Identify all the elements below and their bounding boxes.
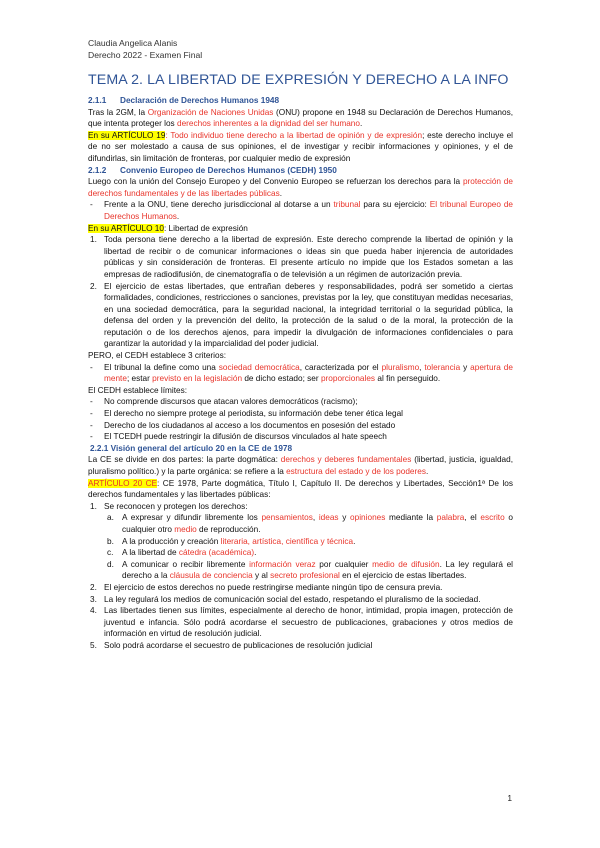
- list-item: 1. Se reconocen y protegen los derechos:: [90, 501, 248, 511]
- paragraph-onu: Tras la 2GM, la Organización de Naciones Unidas (ONU) propone en 1948 su Declaración de Derechos Humanos, que intenta proteger los derechos inherentes a la dignidad del ser humano.: [88, 107, 513, 129]
- list-item: b. A la producción y creación literaria, artística, científica y técnica.: [107, 536, 356, 546]
- list-item: - El TCEDH puede restringir la difusión de discursos vinculados al hate speech: [90, 432, 387, 442]
- list-item: 2. El ejercicio de estas libertades, que entrañan deberes y responsabilidades, podrá ser sometido a ciertas formalidades, condiciones, restricciones o sanciones, previstas por la ley, que constituyan medidas necesarias, en una sociedad democrática, para la seguridad nacional, la integridad territorial o la seguridad pública, la defensa del orden y la prevención del delito, la protección de la salud o de la moral, la protección de la reputación o de los derechos ajenos, para impedir la divulgación de informaciones confidenciales o para garantizar la autoridad y la imparcialidad del poder judicial.: [90, 281, 513, 349]
- paragraph-cedh: Luego con la unión del Consejo Europeo y del Convenio Europeo se refuerzan los derechos para la protección de derechos fundamentales y de las libertades públicas.: [88, 177, 513, 198]
- list-item: - No comprende discursos que atacan valores democráticos (racismo);: [90, 397, 358, 407]
- list-item: - El derecho no siempre protege al periodista, su información debe tener ética legal: [90, 409, 404, 419]
- section-heading-2-2-1: 2.2.1 Visión general del artículo 20 en la CE de 1978: [90, 443, 293, 453]
- header-author: Claudia Angelica Alanis: [88, 38, 178, 48]
- list-item: - Frente a la ONU, tiene derecho jurisdiccional al dotarse a un tribunal para su ejercicio: El tribunal Europeo de Derechos Humanos.: [90, 200, 514, 221]
- list-item: - El tribunal la define como una sociedad democrática, caracterizada por el pluralismo, tolerancia y apertura de mente; estar previsto en la legislación de dicho estado; ser proporcionales al fin perseguido.: [90, 362, 513, 384]
- header-course: Derecho 2022 - Examen Final: [88, 50, 203, 60]
- list-item: 2. El ejercicio de estos derechos no puede restringirse mediante ningún tipo de censura previa.: [90, 582, 443, 592]
- list-item: c. A la libertad de cátedra (académica).: [107, 548, 257, 558]
- paragraph-article-10: En su ARTÍCULO 10: Libertad de expresión: [88, 223, 248, 233]
- list-item: d. A comunicar o recibir libremente información veraz por cualquier medio de difusión. La ley regulará el derecho a la cláusula de conciencia y al secreto profesional en el ejercicio de estas libertades.: [107, 559, 514, 581]
- paragraph-pero: PERO, el CEDH establece 3 criterios:: [88, 351, 227, 361]
- list-item: 4. Las libertades tienen sus límites, especialmente al derecho de honor, intimidad, propia imagen, protección de juventud e infancia. Sólo podrá acordarse el secuestro de publicaciones, grabaciones y otros medios de información en virtud de resolución judicial.: [90, 606, 513, 639]
- paragraph-limits-title: El CEDH establece límites:: [88, 385, 188, 395]
- paragraph-ce-parts: La CE se divide en dos partes: la parte dogmática: derechos y deberes fundamentales (libertad, justicia, igualdad, pluralismo político.) y la parte orgánica: se refiere a la estructura del estado y de los poderes.: [88, 455, 514, 476]
- section-heading-2-1-1: 2.1.1 Declaración de Derechos Humanos 1948: [88, 96, 280, 105]
- page-number: 1: [507, 793, 512, 803]
- page-title: TEMA 2. LA LIBERTAD DE EXPRESIÓN Y DERECHO A LA INFO: [88, 72, 509, 88]
- list-item: - Derecho de los ciudadanos al acceso a los documentos en posesión del estado: [90, 420, 396, 430]
- paragraph-article-19: En su ARTÍCULO 19: Todo individuo tiene derecho a la libertad de opinión y de expresión; este derecho incluye el de no ser molestado a causa de sus opiniones, el de investigar y recibir informaciones y opiniones, y el de difundirlas, sin limitación de fronteras, por cualquier medio de expresión: [88, 130, 513, 163]
- list-item: a. A expresar y difundir libremente los pensamientos, ideas y opiniones mediante la palabra, el escrito o cualquier otro medio de reproducción.: [107, 513, 513, 534]
- list-item: 1. Toda persona tiene derecho a la libertad de expresión. Este derecho comprende la libertad de opinión y la libertad de recibir o de comunicar informaciones o ideas sin que pueda haber injerencia de autoridades públicas y sin consideración de fronteras. El presente artículo no impide que los Estados sometan a las empresas de radiodifusión, de cinematografía o de televisión a un régimen de autorización previa.: [90, 235, 513, 279]
- list-item: 5. Solo podrá acordarse el secuestro de publicaciones de resolución judicial: [90, 640, 373, 650]
- section-heading-2-1-2: 2.1.2 Convenio Europeo de Derechos Humanos (CEDH) 1950: [88, 165, 337, 175]
- document-body: [88, 95, 513, 652]
- paragraph-article-20: ARTÍCULO 20 CE: CE 1978, Parte dogmática, Título I, Capítulo II. De derechos y Libertades, Sección1ª De los derechos fundamentales y las libertades públicas:: [88, 478, 513, 500]
- list-item: 3. La ley regulará los medios de comunicación social del estado, respetando el pluralismo de la sociedad.: [90, 594, 481, 604]
